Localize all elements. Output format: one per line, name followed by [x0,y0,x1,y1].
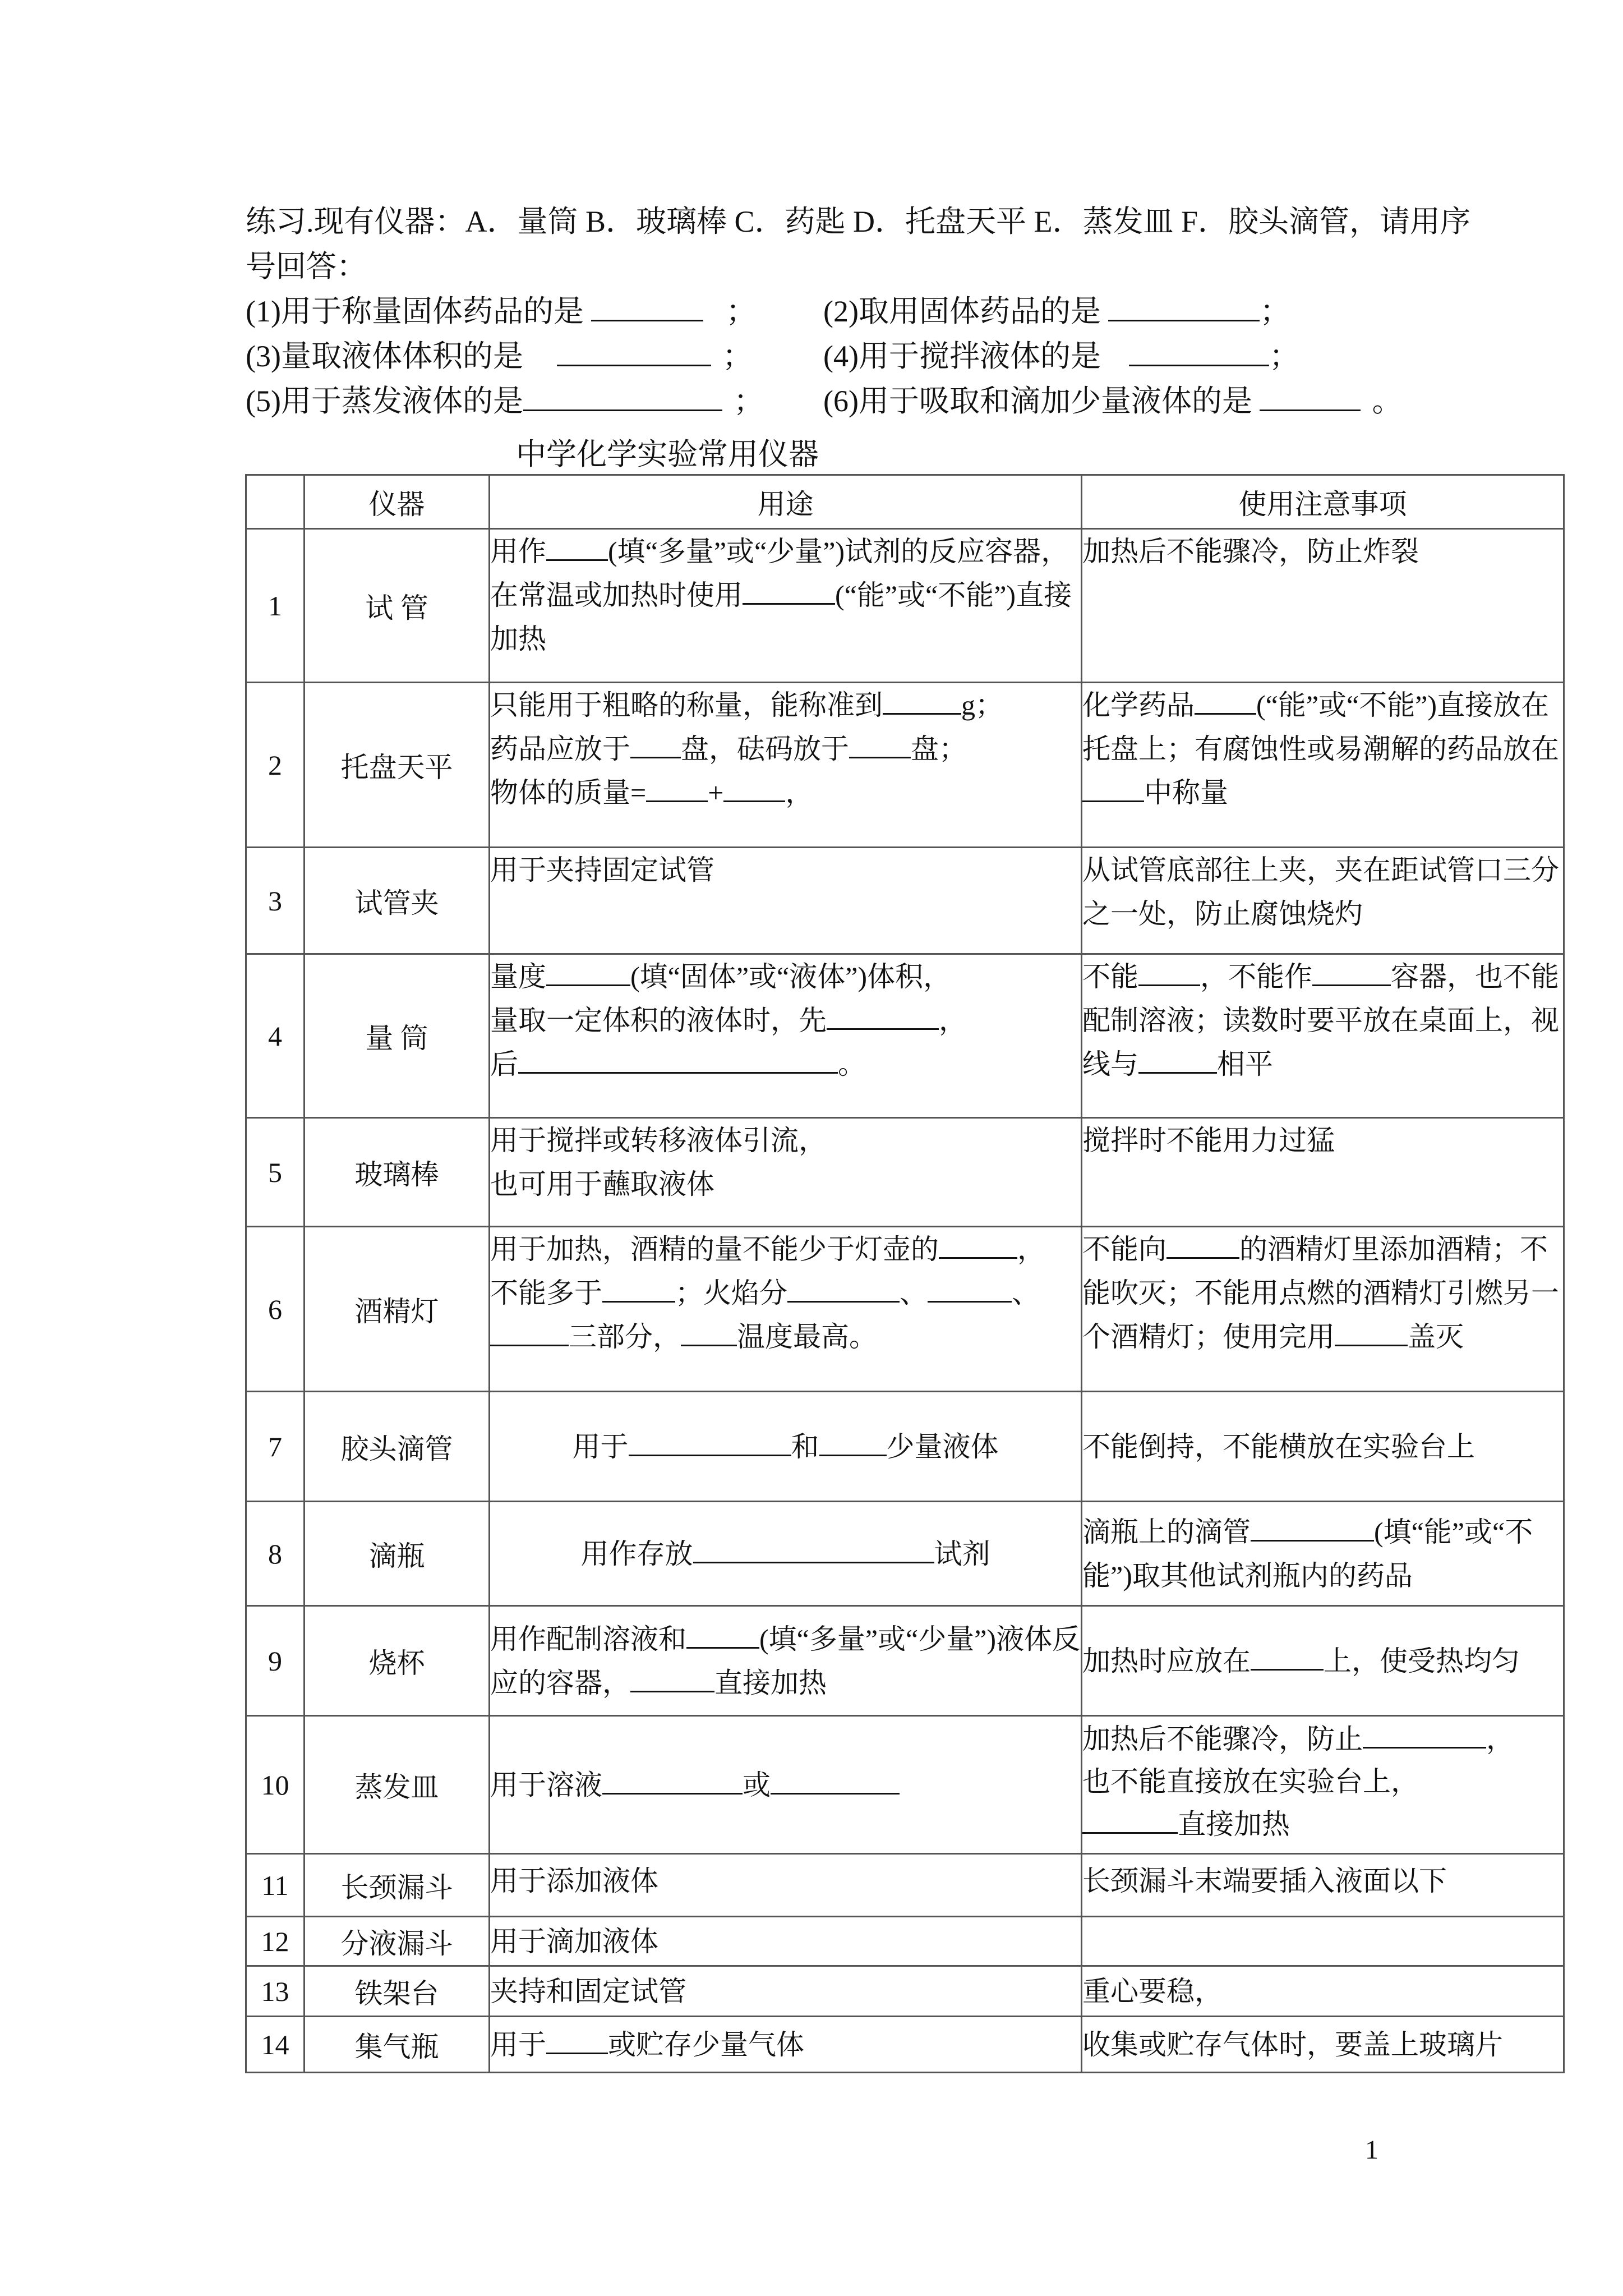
row-number: 14 [246,2017,305,2073]
notes-cell: 化学药品 (“能”或“不能”)直接放在托盘上；有腐蚀性或易潮解的药品放在中称量 [1082,683,1564,848]
instrument-name: 试管夹 [305,848,490,954]
notes-cell [1082,1917,1564,1966]
answer-blank[interactable] [523,383,722,411]
answer-blank[interactable] [518,1046,838,1074]
page-number: 1 [1365,2135,1378,2165]
answer-blank[interactable] [849,731,911,758]
table-row [246,1716,1564,1854]
row-number: 10 [246,1716,305,1854]
table-row [246,848,1564,954]
notes-cell: 长颈漏斗末端要插入液面以下 [1082,1854,1564,1917]
notes-cell: 收集或贮存气体时，要盖上玻璃片 [1082,2017,1564,2073]
answer-blank[interactable] [939,1231,1017,1259]
answer-blank[interactable] [1129,338,1269,366]
answer-blank[interactable] [681,1319,737,1346]
table-row [246,2017,1564,2073]
instrument-name: 蒸发皿 [305,1716,490,1854]
answer-blank[interactable] [490,1319,569,1346]
question-2: (2)取用固体药品的是 ； [823,289,1290,334]
exercise-row [246,379,1403,424]
row-number: 3 [246,848,305,954]
answer-blank[interactable] [602,1767,743,1795]
row-number: 6 [246,1227,305,1392]
answer-blank[interactable] [928,1275,1012,1303]
purpose-cell: 用于夹持固定试管 [490,848,1082,954]
table-row [246,529,1564,683]
question-4: (4)用于搅拌液体的是 ； [823,334,1299,379]
apparatus-table [245,474,1565,2073]
instrument-name: 集气瓶 [305,2017,490,2073]
answer-blank[interactable] [787,1275,900,1303]
instrument-name: 长颈漏斗 [305,1854,490,1917]
question-5: (5)用于蒸发液体的是 ； [246,379,764,424]
answer-blank[interactable] [771,1767,900,1795]
notes-cell: 滴瓶上的滴管 (填“能”或“不能”)取其他试剂瓶内的药品 [1082,1502,1564,1606]
answer-blank[interactable] [1138,959,1200,986]
notes-cell: 加热后不能骤冷，防止 ， 也不能直接放在实验台上， 直接加热 [1082,1716,1564,1854]
question-6: (6)用于吸取和滴加少量液体的是 。 [823,379,1402,424]
answer-blank[interactable] [1166,1231,1239,1259]
exercise-intro: 练习.现有仪器：A．量筒 B．玻璃棒 C．药匙 D．托盘天平 E．蒸发皿 F．胶头滴管，请用序 [246,205,1471,238]
purpose-cell: 用于 或贮存少量气体 [490,2017,1082,2073]
exercise-intro-cont: 号回答： [246,250,367,283]
answer-blank[interactable] [686,1621,759,1649]
table-row [246,1966,1564,2017]
row-number: 2 [246,683,305,848]
answer-blank[interactable] [883,687,961,715]
instrument-name: 烧杯 [305,1606,490,1716]
row-number: 8 [246,1502,305,1606]
answer-blank[interactable] [546,2027,608,2054]
notes-cell: 重心要稳， [1082,1966,1564,2017]
purpose-cell: 用于溶液 或 [490,1716,1082,1854]
purpose-cell: 用作配制溶液和 (填“多量”或“少量”)液体反应的容器， 直接加热 [490,1606,1082,1716]
purpose-cell: 用于加热，酒精的量不能少于灯壶的 ， 不能多于 ；火焰分 、 、 三部分， 温度最高。 [490,1227,1082,1392]
table-row [246,954,1564,1118]
question-1: (1)用于称量固体药品的是 ； [246,289,756,334]
purpose-cell: 用于滴加液体 [490,1917,1082,1966]
header-number [246,475,305,529]
notes-cell: 不能 ，不能作 容器，也不能配制溶液；读数时要平放在桌面上，视线与 相平 [1082,954,1564,1118]
answer-blank[interactable] [743,577,835,605]
notes-cell: 搅拌时不能用力过猛 [1082,1118,1564,1227]
table-row [246,1502,1564,1606]
purpose-cell: 只能用于粗略的称量，能称准到 g； 药品应放于 盘，砝码放于 盘； 物体的质量= + ， [490,683,1082,848]
question-3: (3)量取液体体积的是 ； [246,334,753,379]
notes-cell: 加热后不能骤冷，防止炸裂 [1082,529,1564,683]
answer-blank[interactable] [546,533,608,561]
answer-blank[interactable] [630,1665,714,1692]
purpose-cell: 用于添加液体 [490,1854,1082,1917]
instrument-name: 酒精灯 [305,1227,490,1392]
answer-blank[interactable] [1108,293,1260,321]
answer-blank[interactable] [1082,1806,1178,1834]
notes-cell: 从试管底部往上夹，夹在距试管口三分之一处，防止腐蚀烧灼 [1082,848,1564,954]
answer-blank[interactable] [646,775,708,802]
purpose-cell: 用于搅拌或转移液体引流， 也可用于蘸取液体 [490,1118,1082,1227]
instrument-name: 胶头滴管 [305,1392,490,1502]
answer-blank[interactable] [546,959,630,986]
instrument-name: 量 筒 [305,954,490,1118]
answer-blank[interactable] [591,293,703,321]
row-number: 7 [246,1392,305,1502]
answer-blank[interactable] [1251,1514,1374,1542]
table-row [246,683,1564,848]
exercise-row [246,334,1390,379]
answer-blank[interactable] [693,1536,934,1563]
answer-blank[interactable] [630,731,681,758]
answer-blank[interactable] [1251,1643,1324,1671]
answer-blank[interactable] [1082,775,1144,802]
purpose-cell: 用于 和 少量液体 [490,1392,1082,1502]
purpose-cell: 用作存放 试剂 [490,1502,1082,1606]
row-number: 4 [246,954,305,1118]
header-purpose: 用途 [490,475,1082,529]
table-row [246,1392,1564,1502]
answer-blank[interactable] [602,1275,675,1303]
answer-blank[interactable] [1363,1721,1486,1749]
row-number: 1 [246,529,305,683]
row-number: 13 [246,1966,305,2017]
purpose-cell: 用作 (填“多量”或“少量”)试剂的反应容器，在常温或加热时使用 (“能”或“不能”)直接加热 [490,529,1082,683]
row-number: 11 [246,1854,305,1917]
answer-blank[interactable] [819,1429,887,1456]
table-row [246,1227,1564,1392]
instrument-name: 试 管 [305,529,490,683]
answer-blank[interactable] [723,775,785,802]
answer-blank[interactable] [1312,959,1391,986]
exercise-row [246,289,1390,334]
table-header-row [246,475,1564,529]
instrument-name: 玻璃棒 [305,1118,490,1227]
notes-cell: 不能向 的酒精灯里添加酒精；不能吹灭；不能用点燃的酒精灯引燃另一个酒精灯；使用完用 盖灭 [1082,1227,1564,1392]
instrument-name: 分液漏斗 [305,1917,490,1966]
answer-blank[interactable] [1138,1046,1217,1074]
answer-blank[interactable] [557,338,711,366]
answer-blank[interactable] [1260,383,1361,411]
row-number: 5 [246,1118,305,1227]
table-row [246,1854,1564,1917]
notes-cell: 加热时应放在 上，使受热均匀 [1082,1606,1564,1716]
table-row [246,1917,1564,1966]
row-number: 9 [246,1606,305,1716]
header-instrument: 仪器 [305,475,490,529]
row-number: 12 [246,1917,305,1966]
answer-blank[interactable] [1195,687,1256,715]
answer-blank[interactable] [1335,1319,1408,1346]
answer-blank[interactable] [827,1002,939,1030]
table-row [246,1606,1564,1716]
exercise-section [246,199,1471,424]
instrument-name: 铁架台 [305,1966,490,2017]
answer-blank[interactable] [629,1429,791,1456]
purpose-cell: 量度 (填“固体”或“液体”)体积， 量取一定体积的液体时，先 ， 后 。 [490,954,1082,1118]
purpose-cell: 夹持和固定试管 [490,1966,1082,2017]
table-row [246,1118,1564,1227]
header-notes: 使用注意事项 [1082,475,1564,529]
notes-cell: 不能倒持，不能横放在实验台上 [1082,1392,1564,1502]
table-title: 中学化学实验常用仪器 [516,438,819,471]
instrument-name: 托盘天平 [305,683,490,848]
instrument-name: 滴瓶 [305,1502,490,1606]
